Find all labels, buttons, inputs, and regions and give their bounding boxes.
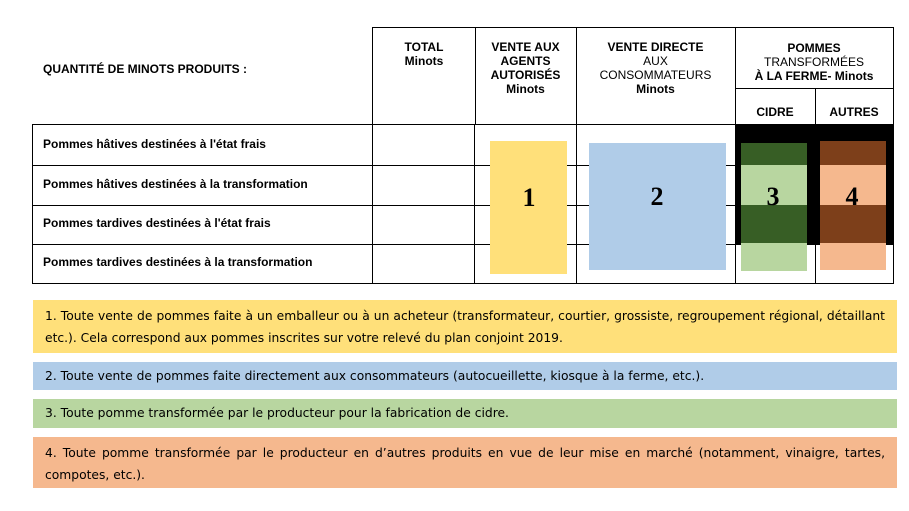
marker-number-3: 3 xyxy=(766,182,780,211)
marker-area-3-light-bottom xyxy=(741,243,807,271)
marker-area-3-dark-top xyxy=(741,143,807,165)
marker-area-4-light-bottom xyxy=(820,243,886,270)
row-label-2: Pommes hâtives destinées à la transformation xyxy=(43,177,308,191)
row-label-3: Pommes tardives destinées à l'état frais xyxy=(43,216,271,230)
note-2: 2. Toute vente de pommes faite directement aux consommateurs (autocueillette, kiosque à la ferme, etc.). xyxy=(33,362,897,390)
header-cidre: CIDRE xyxy=(756,105,794,119)
header-directe: VENTE DIRECTE AUX CONSOMMATEURS Minots xyxy=(599,40,712,96)
note-3: 3. Toute pomme transformée par le producteur pour la fabrication de cidre. xyxy=(33,399,897,428)
header-agents: VENTE AUX AGENTS AUTORISÉS Minots xyxy=(490,40,561,96)
marker-number-2: 2 xyxy=(650,182,664,211)
marker-number-4: 4 xyxy=(845,182,859,211)
row-label-4: Pommes tardives destinées à la transformation xyxy=(43,255,313,269)
row-label-1: Pommes hâtives destinées à l'état frais xyxy=(43,137,266,151)
table-header xyxy=(372,27,894,125)
note-4: 4. Toute pomme transformée par le producteur en d’autres produits en vue de leur mise en marché (notamment, vinaigre, tartes, compotes, etc.). xyxy=(33,437,897,488)
marker-area-4-dark-top xyxy=(820,141,886,165)
marker-number-1: 1 xyxy=(522,183,536,212)
header-transformees: POMMES TRANSFORMÉES À LA FERME- Minots xyxy=(754,41,874,83)
header-autres: AUTRES xyxy=(829,105,879,119)
note-1: 1. Toute vente de pommes faite à un emballeur ou à un acheteur (transformateur, courtier, grossiste, regroupement régional, détaillant etc.). Cela correspond aux pommes inscrites sur votre relevé du plan conjoint 2019. xyxy=(33,300,897,353)
table-title: QUANTITÉ DE MINOTS PRODUITS : xyxy=(43,62,247,76)
header-total: TOTAL Minots xyxy=(404,40,444,68)
